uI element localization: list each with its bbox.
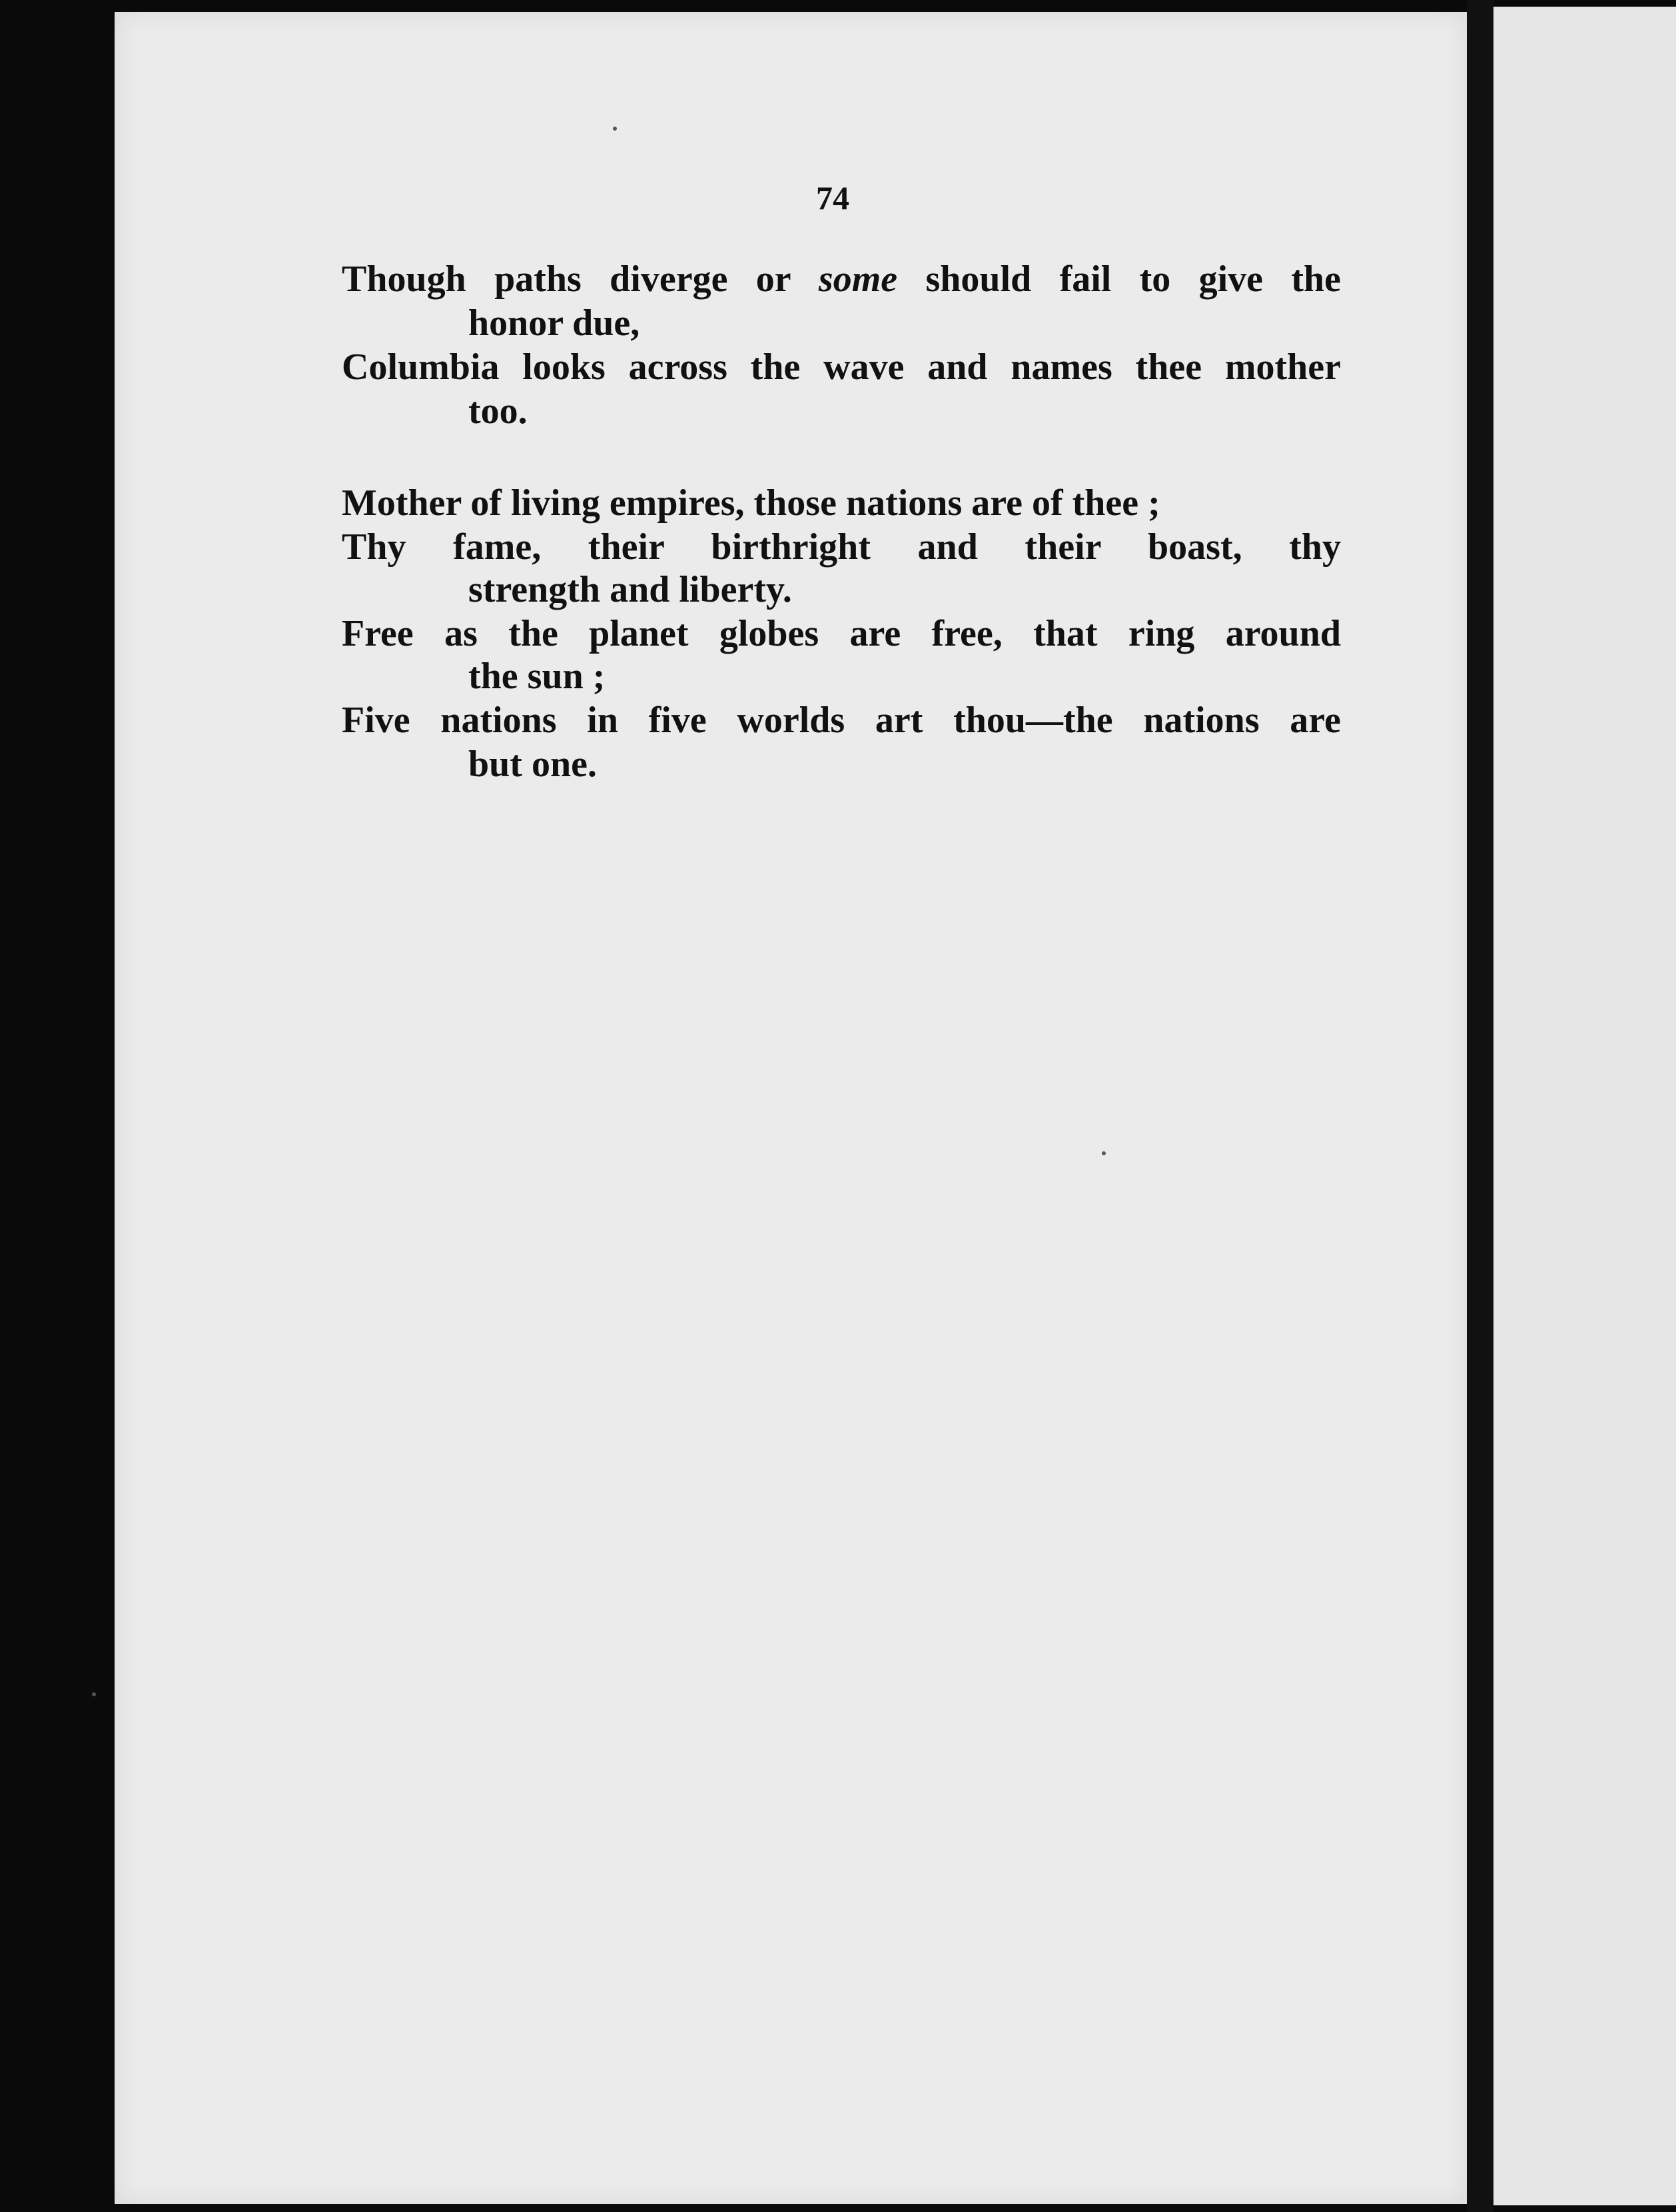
verse-line: Mother of living empires, those nations are of thee ; (342, 482, 1160, 524)
verse-line-continuation: too. (468, 390, 528, 432)
verse-line: Five nations in five worlds art thou—the nations are (342, 700, 1341, 741)
verse-line: Free as the planet globes are free, that ring around (342, 613, 1341, 654)
verse-line-continuation: but one. (468, 744, 597, 785)
page-number: 74 (816, 179, 849, 217)
paper-speck (92, 1692, 96, 1696)
verse-line: Though paths diverge or some should fail to give the (342, 259, 1341, 300)
emphasis-word: some (818, 259, 898, 300)
verse-line-continuation: the sun ; (468, 656, 606, 697)
paper-speck (613, 127, 617, 131)
page-gutter (1467, 0, 1493, 2212)
verse-line-continuation: strength and liberty. (468, 569, 792, 610)
paper-speck (1102, 1151, 1106, 1155)
verse-line: Columbia looks across the wave and names thee mother (342, 346, 1341, 388)
verse-line-continuation: honor due, (468, 302, 640, 344)
facing-page-edge (1493, 7, 1676, 2205)
verse-line: Thy fame, their birthright and their boast, thy (342, 526, 1341, 568)
